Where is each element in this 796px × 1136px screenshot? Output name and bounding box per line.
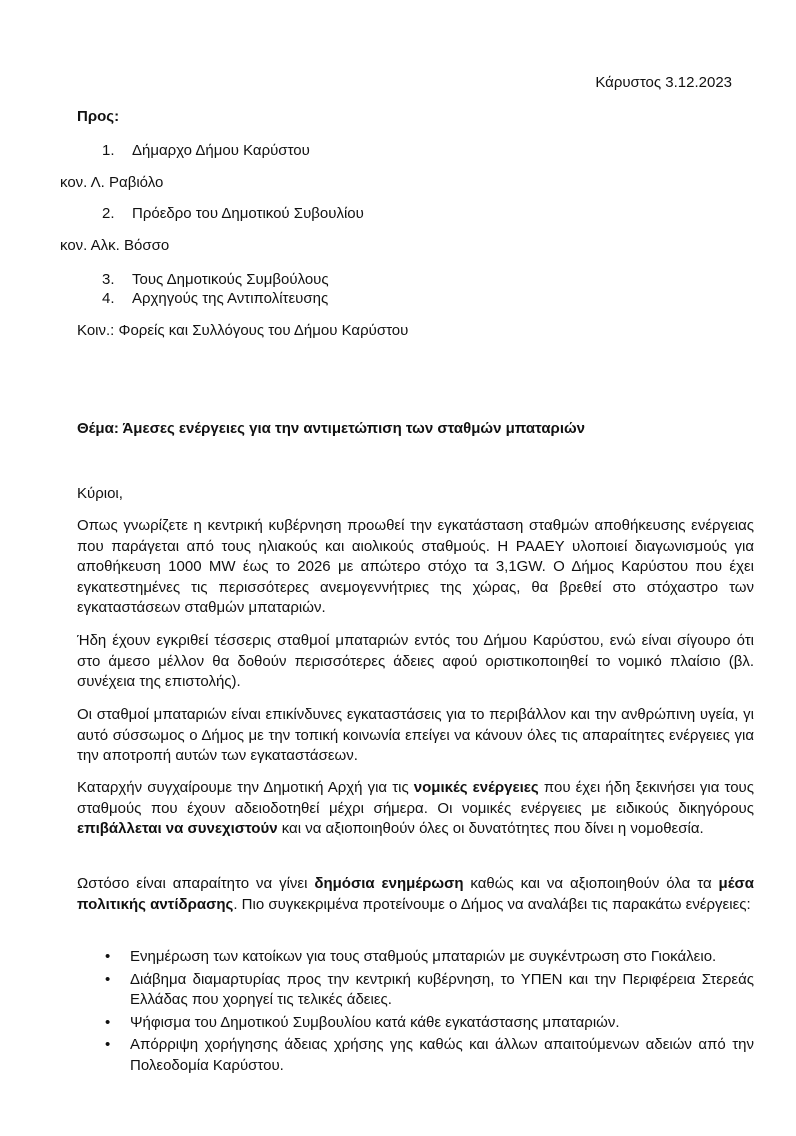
paragraph-5-text-a: Ωστόσο είναι απαραίτητο να γίνει: [77, 875, 315, 892]
bullet-icon: •: [105, 1013, 111, 1031]
recipient-3-number: 3.: [102, 271, 115, 288]
recipient-2-number: 2.: [102, 205, 115, 222]
bullet-icon: •: [105, 970, 111, 988]
recipient-1-text: Δήμαρχο Δήμου Καρύστου: [132, 142, 310, 159]
bullet-icon: •: [105, 948, 111, 965]
recipient-4-number: 4.: [102, 290, 115, 307]
bullet-icon: •: [105, 1036, 111, 1053]
letter-date: Κάρυστος 3.12.2023: [595, 74, 732, 91]
recipient-3: [102, 271, 329, 288]
paragraph-4: [77, 778, 754, 840]
paragraph-4-bold-must-continue: επιβάλλεται να συνεχιστούν: [77, 820, 278, 837]
list-item: [77, 1013, 754, 1034]
paragraph-4-text-a: Καταρχήν συγχαίρουμε την Δημοτική Αρχή για τις: [77, 779, 414, 796]
to-label: Προς:: [77, 108, 120, 125]
recipient-2-name: κον. Αλκ. Βόσσο: [60, 237, 170, 254]
recipient-1-name: κον. Λ. Ραβιόλο: [60, 174, 164, 191]
paragraph-5-bold-political-means: μέσα πολιτικής αντίδρασης: [77, 875, 754, 913]
list-item-text: Ψήφισμα του Δημοτικού Συμβουλίου κατά κάθε εγκατάστασης μπαταριών.: [130, 1013, 620, 1031]
recipient-4: [102, 290, 328, 307]
recipient-1: [102, 142, 310, 159]
recipient-4-text: Αρχηγούς της Αντιπολίτευσης: [132, 290, 329, 307]
paragraph-4-text-c: που έχει ήδη ξεκινήσει για τους σταθμούς που έχουν αδειοδοτηθεί μέχρι σήμερα. Οι νομικές ενέργειες με ειδικούς δικηγόρους: [77, 779, 754, 817]
recipient-2-text: Πρόεδρο του Δημοτικού Συβουλίου: [132, 205, 364, 222]
paragraph-4-text-e: και να αξιοποιηθούν όλες οι δυνατότητες που δίνει η νομοθεσία.: [277, 820, 704, 837]
action-list: [77, 947, 754, 1078]
paragraph-2: Ήδη έχουν εγκριθεί τέσσερις σταθμοί μπαταριών εντός του Δήμου Καρύστου, ενώ είναι σίγουρο ότι στο άμεσο μέλλον θα δοθούν περισσότερες άδειες αφού οριστικοποιηθεί το νομικό πλαίσιο (βλ. συνέχεια της επιστολής).: [77, 632, 754, 690]
paragraph-5-text-e: . Πιο συγκεκριμένα προτείνουμε ο Δήμος να αναλάβει τις παρακάτω ενέργειες:: [233, 895, 751, 913]
salutation: Κύριοι,: [77, 485, 123, 502]
subject-line: Θέμα: Άμεσες ενέργειες για την αντιμετώπιση των σταθμών μπαταριών: [77, 420, 586, 437]
list-item: [77, 947, 754, 968]
cc-line: Κοιν.: Φορείς και Συλλόγους του Δήμου Καρύστου: [77, 322, 409, 339]
recipient-2: [102, 205, 364, 222]
paragraph-4-bold-legal-actions: νομικές ενέργειες: [413, 779, 539, 796]
recipient-1-number: 1.: [102, 142, 115, 159]
paragraph-5: [77, 874, 754, 915]
paragraph-3: Οι σταθμοί μπαταριών είναι επικίνδυνες εγκαταστάσεις για το περιβάλλον και την ανθρώπινη υγεία, γι αυτό σύσσωμος ο Δήμος με την τοπική κοινωνία επείγει να κάνουν όλες τις απαραίτητες ενέργειες για την αποτροπή αυτών των εγκαταστάσεων.: [77, 706, 754, 764]
paragraph-5-text-c: καθώς και να αξιοποιηθούν όλα τα: [463, 875, 719, 892]
list-item: [77, 1035, 754, 1076]
recipient-3-text: Τους Δημοτικούς Συμβούλους: [132, 271, 329, 288]
list-item-text: Απόρριψη χορήγησης άδειας χρήσης γης καθώς και άλλων απαιτούμενων αδειών από την Πολεοδομία Καρύστου.: [130, 1036, 754, 1074]
list-item: [77, 970, 754, 1011]
paragraph-5-bold-public-info: δημόσια ενημέρωση: [314, 875, 464, 892]
list-item-text: Ενημέρωση των κατοίκων για τους σταθμούς μπαταριών με συγκέντρωση στο Γιοκάλειο.: [130, 948, 717, 965]
paragraph-1: Οπως γνωρίζετε η κεντρική κυβέρνηση προωθεί την εγκατάσταση σταθμών αποθήκευσης ενέργειας που παράγεται από τους ηλιακούς και αιολικούς σταθμούς. Η ΡΑΑΕΥ υλοποιεί διαγωνισμούς για αποθήκευση 1000 MW έως το 2026 με απώτερο στόχο τα 3,1GW. Ο Δήμος Καρύστου που έχει εγκατεστημένες τις περισσότερες ανεμογεννήτριες της χώρας, θα βρεθεί στο στόχαστρο των εγκαταστάσεων σταθμών μπαταριών.: [77, 517, 754, 616]
list-item-text: Διάβημα διαμαρτυρίας προς την κεντρική κυβέρνηση, το ΥΠΕΝ και την Περιφέρεια Στερεάς Ελλάδας που χορηγεί τις τελικές άδειες.: [130, 970, 754, 1008]
